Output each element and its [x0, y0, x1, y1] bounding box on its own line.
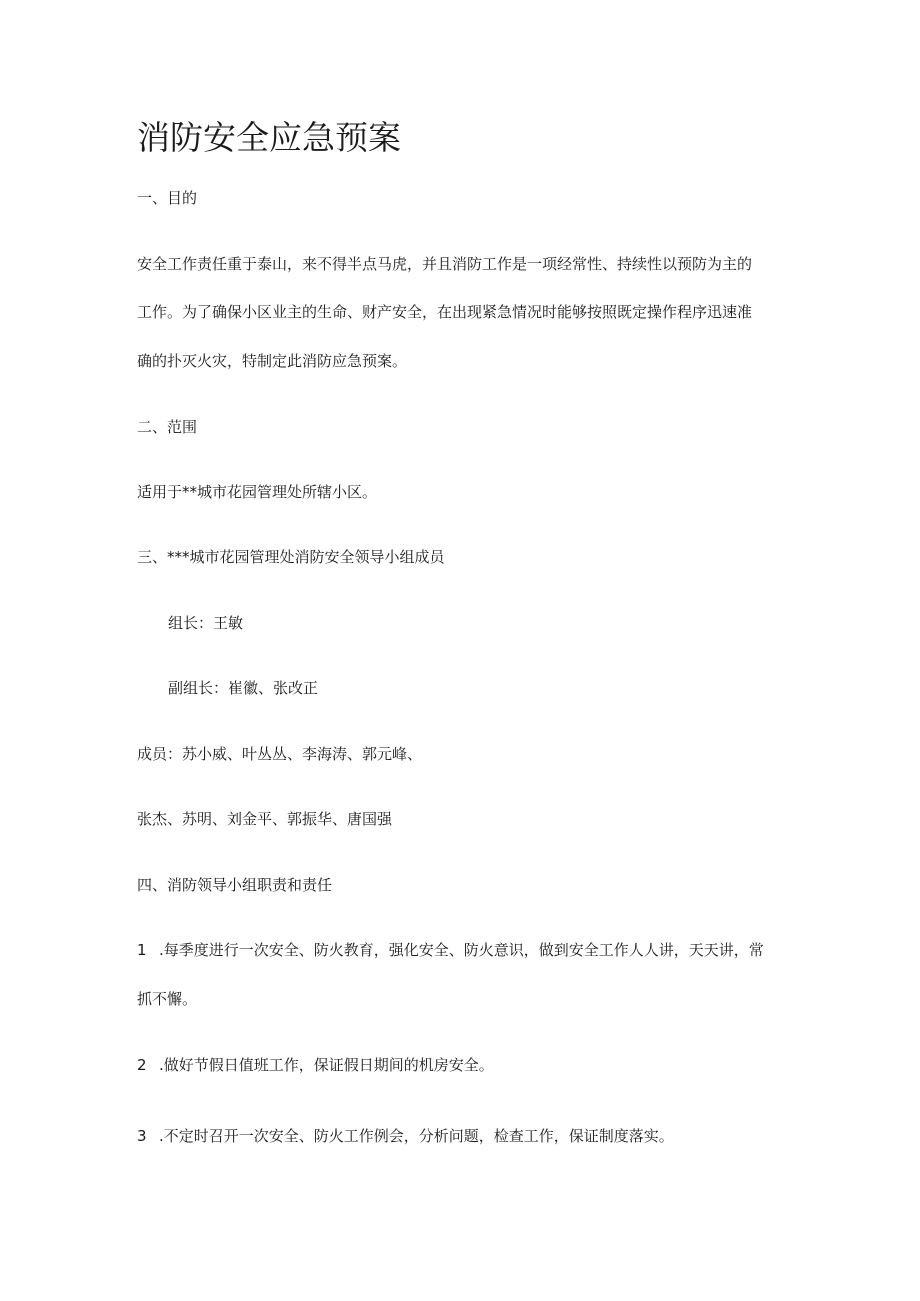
list-item-2: [137, 1054, 494, 1076]
list-item-text: .每季度进行一次安全、防火教育，强化安全、防火意识，做到安全工作人人讲，天天讲，常: [159, 941, 764, 959]
list-item-number: 1: [137, 941, 147, 959]
group-leader: 组长：王敏: [168, 614, 244, 632]
section-2-heading: 二、范围: [137, 418, 198, 436]
section-1-line-1: 安全工作责任重于泰山，来不得半点马虎，并且消防工作是一项经常性、持续性以预防为主的: [137, 255, 753, 273]
section-1-line-2: 工作。为了确保小区业主的生命、财产安全，在出现紧急情况时能够按照既定操作程序迅速准: [137, 303, 753, 321]
document-title: 消防安全应急预案: [137, 118, 401, 157]
section-2-text: 适用于**城市花园管理处所辖小区。: [137, 483, 378, 501]
list-item-3: [137, 1125, 674, 1147]
section-1-heading: 一、目的: [137, 189, 198, 207]
list-item-1-continuation: 抓不懈。: [137, 990, 198, 1008]
list-item-1: [137, 939, 764, 961]
list-item-number: 3: [137, 1127, 147, 1145]
section-4-heading: 四、消防领导小组职责和责任: [137, 876, 333, 894]
list-item-text: .做好节假日值班工作，保证假日期间的机房安全。: [159, 1056, 494, 1074]
list-item-number: 2: [137, 1056, 147, 1074]
members-line-1: 成员：苏小威、叶丛丛、李海涛、郭元峰、: [137, 745, 423, 763]
deputy-leaders: 副组长：崔徽、张改正: [168, 679, 319, 697]
section-1-line-3: 确的扑灭火灾，特制定此消防应急预案。: [137, 352, 408, 370]
list-item-text: .不定时召开一次安全、防火工作例会，分析问题，检查工作，保证制度落实。: [159, 1127, 674, 1145]
section-3-heading: 三、***城市花园管理处消防安全领导小组成员: [137, 548, 445, 566]
members-line-2: 张杰、苏明、刘金平、郭振华、唐国强: [137, 810, 393, 828]
